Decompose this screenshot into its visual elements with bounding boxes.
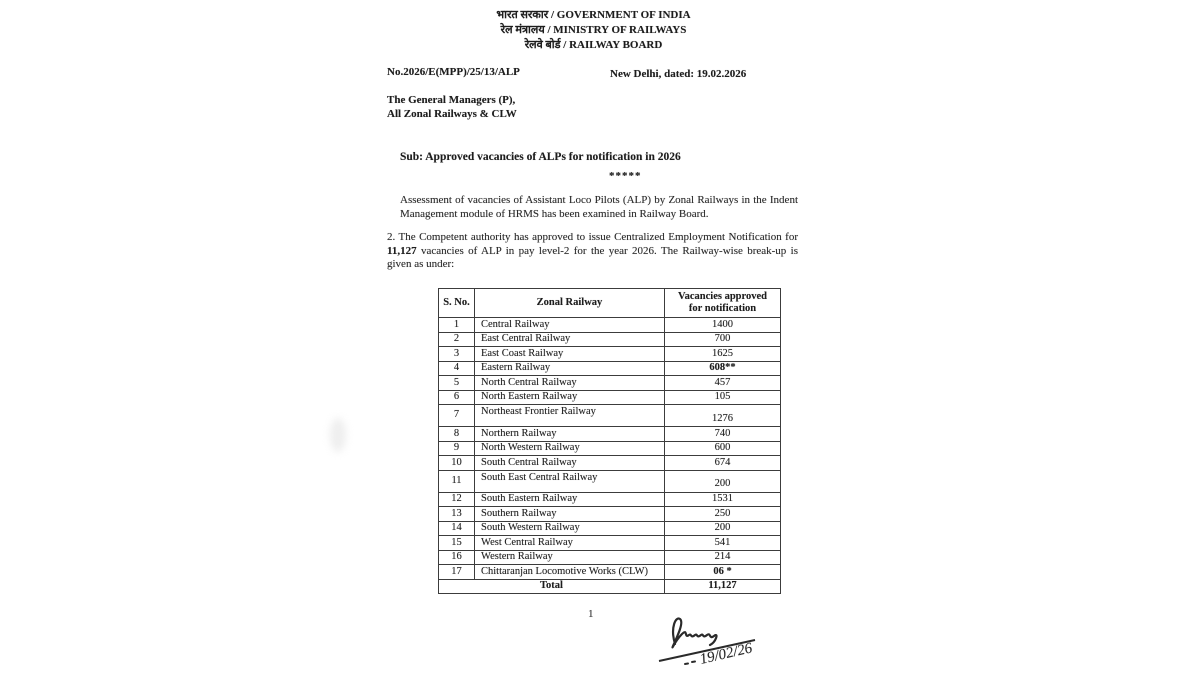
cell-vacancies: 700 <box>665 332 781 347</box>
vacancy-table <box>438 288 781 594</box>
table-row <box>439 521 781 536</box>
cell-sno: 7 <box>439 405 475 427</box>
body-paragraph-1: Assessment of vacancies of Assistant Loco Pilots (ALP) by Zonal Railways in the Indent Management module of HRMS has been examined in Railway Board. <box>400 194 798 220</box>
table-total-row <box>439 579 781 594</box>
table-row <box>439 332 781 347</box>
cell-sno: 12 <box>439 492 475 507</box>
table-row <box>439 405 781 427</box>
addressee-line-2: All Zonal Railways & CLW <box>387 107 517 120</box>
cell-railway: North Western Railway <box>475 441 665 456</box>
cell-vacancies: 1276 <box>665 405 781 427</box>
table-row <box>439 318 781 333</box>
letterhead-line-ministry: रेल मंत्रालय / MINISTRY OF RAILWAYS <box>500 24 687 36</box>
cell-railway: Northern Railway <box>475 427 665 442</box>
signature-date: 19/02/26 <box>698 640 754 668</box>
cell-railway: Northeast Frontier Railway <box>475 405 665 427</box>
cell-sno: 6 <box>439 390 475 405</box>
cell-railway: South Eastern Railway <box>475 492 665 507</box>
table-row <box>439 376 781 391</box>
cell-vacancies: 608** <box>665 361 781 376</box>
table-row <box>439 550 781 565</box>
cell-railway: South East Central Railway <box>475 470 665 492</box>
cell-sno: 11 <box>439 470 475 492</box>
cell-sno: 5 <box>439 376 475 391</box>
cell-railway: East Coast Railway <box>475 347 665 362</box>
cell-vacancies: 214 <box>665 550 781 565</box>
letterhead-line-board: रेलवे बोर्ड / RAILWAY BOARD <box>524 39 663 51</box>
table-row <box>439 507 781 522</box>
cell-railway: Southern Railway <box>475 507 665 522</box>
cell-sno: 9 <box>439 441 475 456</box>
cell-vacancies: 200 <box>665 521 781 536</box>
cell-sno: 1 <box>439 318 475 333</box>
table-header-row <box>439 289 781 318</box>
table-row <box>439 565 781 580</box>
place-and-date: New Delhi, dated: 19.02.2026 <box>610 68 747 80</box>
addressee-line-1: The General Managers (P), <box>387 94 516 106</box>
paragraph-2-text-after: vacancies of ALP in pay level-2 for the year 2026. The Railway-wise break-up is given as under: <box>387 244 798 270</box>
asterisk-separator: ***** <box>609 170 642 182</box>
cell-sno: 15 <box>439 536 475 551</box>
cell-vacancies: 06 * <box>665 565 781 580</box>
total-value-cell: 11,127 <box>665 579 781 594</box>
total-vacancies-inline-figure: 11,127 <box>387 244 417 257</box>
cell-sno: 14 <box>439 521 475 536</box>
signature-block <box>655 614 777 674</box>
cell-sno: 3 <box>439 347 475 362</box>
cell-vacancies: 200 <box>665 470 781 492</box>
cell-sno: 10 <box>439 456 475 471</box>
cell-sno: 13 <box>439 507 475 522</box>
cell-railway: West Central Railway <box>475 536 665 551</box>
cell-railway: Western Railway <box>475 550 665 565</box>
table-row <box>439 470 781 492</box>
cell-sno: 8 <box>439 427 475 442</box>
cell-railway: Chittaranjan Locomotive Works (CLW) <box>475 565 665 580</box>
addressee-block <box>387 94 517 121</box>
cell-vacancies: 457 <box>665 376 781 391</box>
col-header-zonal-railway: Zonal Railway <box>475 289 665 318</box>
paragraph-2-text-before: 2. The Competent authority has approved to issue Centralized Employment Notification for <box>387 231 798 243</box>
body-paragraph-2 <box>387 231 798 272</box>
col-header-sno: S. No. <box>439 289 475 318</box>
cell-vacancies: 541 <box>665 536 781 551</box>
table-row <box>439 427 781 442</box>
table-row <box>439 390 781 405</box>
document-page <box>387 0 800 675</box>
cell-vacancies: 600 <box>665 441 781 456</box>
handwritten-signature-icon <box>655 614 777 674</box>
cell-railway: Eastern Railway <box>475 361 665 376</box>
page-number: 1 <box>588 608 594 620</box>
cell-vacancies: 1625 <box>665 347 781 362</box>
col-header-vacancies-line1: Vacancies approved <box>678 290 767 302</box>
cell-railway: South Western Railway <box>475 521 665 536</box>
table-row <box>439 347 781 362</box>
table-row <box>439 441 781 456</box>
table-row <box>439 456 781 471</box>
cell-vacancies: 105 <box>665 390 781 405</box>
cell-sno: 16 <box>439 550 475 565</box>
cell-vacancies: 1531 <box>665 492 781 507</box>
table-row <box>439 361 781 376</box>
reference-number: No.2026/E(MPP)/25/13/ALP <box>387 66 520 78</box>
cell-vacancies: 740 <box>665 427 781 442</box>
cell-sno: 4 <box>439 361 475 376</box>
scan-smudge-artifact <box>330 418 346 452</box>
letterhead-line-govt: भारत सरकार / GOVERNMENT OF INDIA <box>496 9 691 21</box>
cell-vacancies: 674 <box>665 456 781 471</box>
table-row <box>439 536 781 551</box>
col-header-vacancies-line2: for notification <box>688 303 757 314</box>
cell-sno: 2 <box>439 332 475 347</box>
cell-railway: North Eastern Railway <box>475 390 665 405</box>
cell-railway: Central Railway <box>475 318 665 333</box>
col-header-vacancies <box>665 289 781 318</box>
cell-vacancies: 250 <box>665 507 781 522</box>
cell-vacancies: 1400 <box>665 318 781 333</box>
cell-sno: 17 <box>439 565 475 580</box>
cell-railway: East Central Railway <box>475 332 665 347</box>
letterhead <box>387 8 800 53</box>
total-label-cell: Total <box>439 579 665 594</box>
cell-railway: North Central Railway <box>475 376 665 391</box>
cell-railway: South Central Railway <box>475 456 665 471</box>
table-row <box>439 492 781 507</box>
subject-line: Sub: Approved vacancies of ALPs for notification in 2026 <box>400 151 681 163</box>
